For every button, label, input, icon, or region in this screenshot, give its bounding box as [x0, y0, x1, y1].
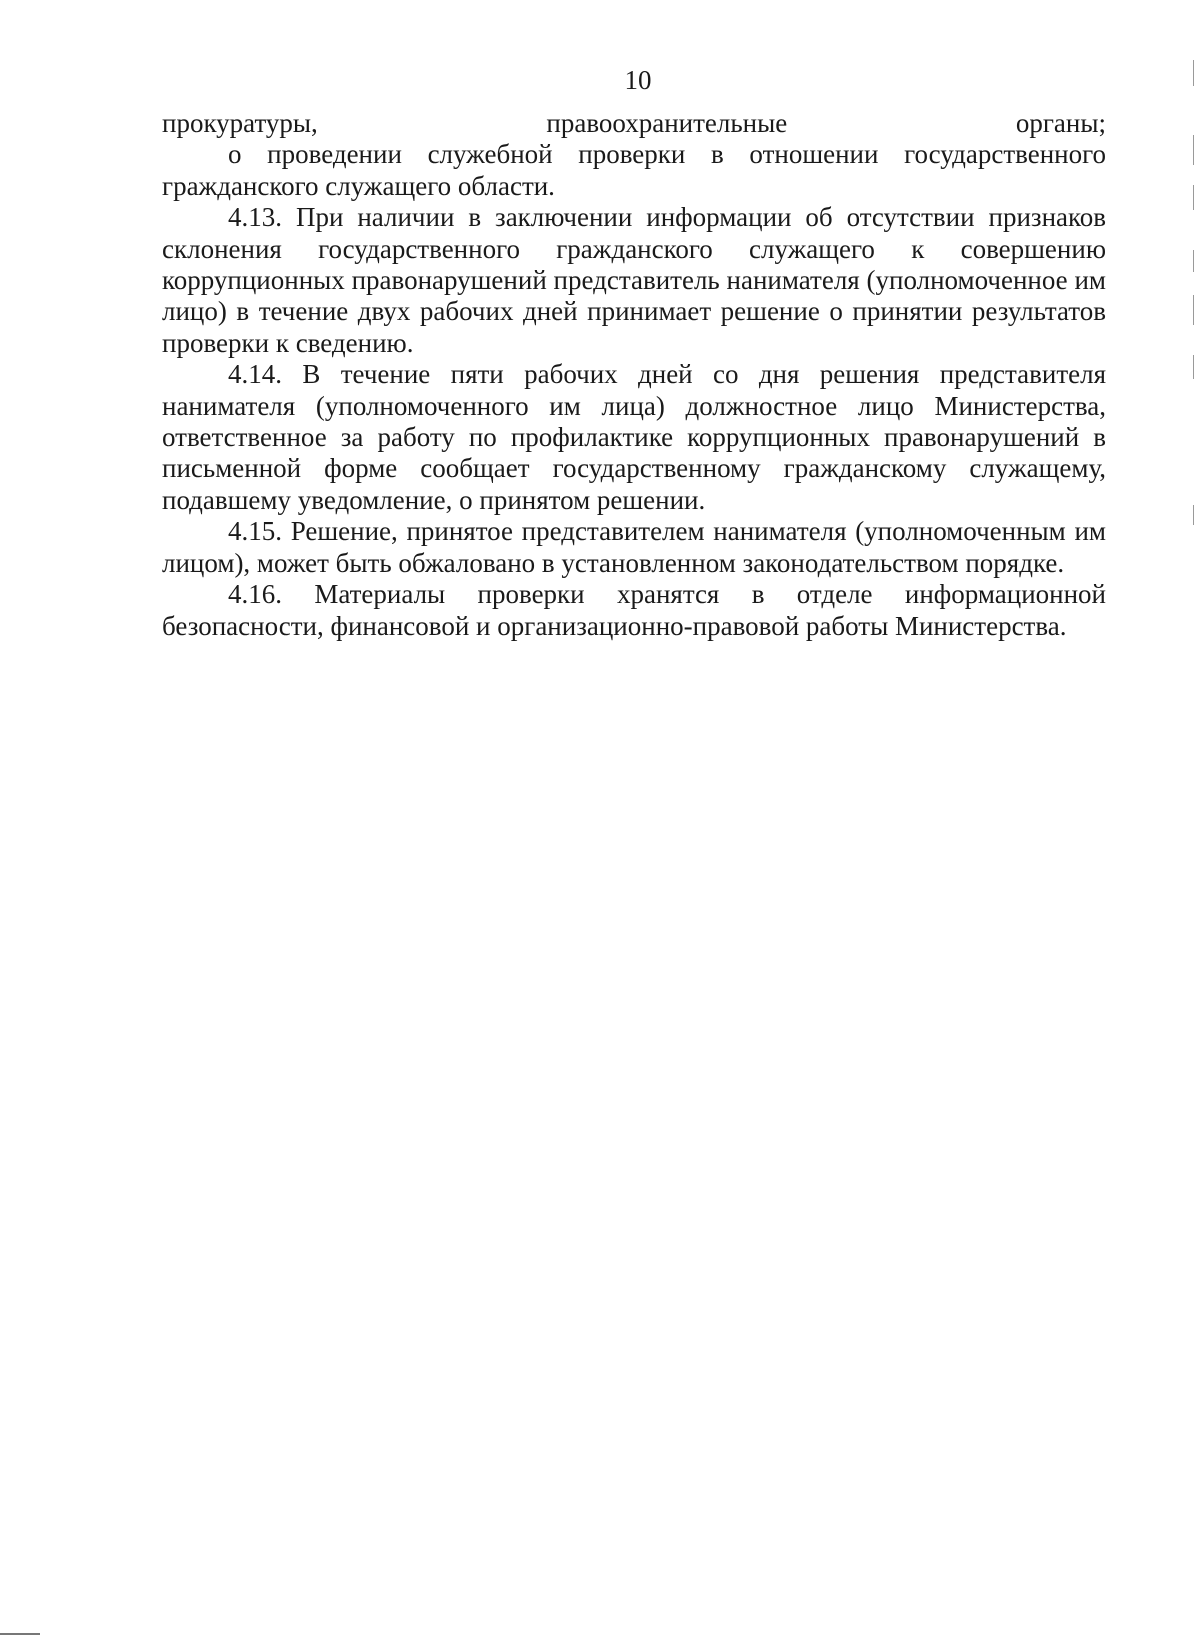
paragraph-4-14: 4.14. В течение пяти рабочих дней со дня решения представителя нанимателя (уполномоченного им лица) должностное лицо Министерства, ответственное за работу по профилактике коррупционных правонарушений в письменной форме сообщает государственному гражданскому служащему, подавшему уведомление, о принятом решении. [162, 359, 1106, 515]
scan-edge-mark [1193, 505, 1194, 525]
page-number: 10 [624, 65, 652, 95]
scan-edge-mark [1193, 185, 1194, 210]
paragraph-4-16: 4.16. Материалы проверки хранятся в отделе информационной безопасности, финансовой и организационно-правовой работы Министерства. [162, 579, 1106, 641]
paragraph-4-15: 4.15. Решение, принятое представителем нанимателя (уполномоченным им лицом), может быть обжаловано в установленном законодательством порядке. [162, 516, 1106, 578]
paragraph-4-13: 4.13. При наличии в заключении информации об отсутствии признаков склонения государственного гражданского служащего к совершению коррупционных правонарушений представитель нанимателя (уполномоченное им лицо) в течение двух рабочих дней принимает решение о принятии результатов проверки к сведению. [162, 202, 1106, 358]
paragraph-disciplinary-check: о проведении служебной проверки в отношении государственного гражданского служащего области. [162, 139, 1106, 201]
scan-edge-mark [1193, 355, 1194, 379]
document-body [162, 108, 1106, 642]
scan-edge-mark [1193, 250, 1194, 272]
scan-edge-mark [1193, 135, 1194, 165]
scan-edge-mark [1193, 60, 1194, 86]
scan-corner-mark [0, 1633, 40, 1635]
paragraph-continuation: прокуратуры, правоохранительные органы; [162, 108, 1106, 138]
scan-edge-mark [1193, 295, 1194, 325]
